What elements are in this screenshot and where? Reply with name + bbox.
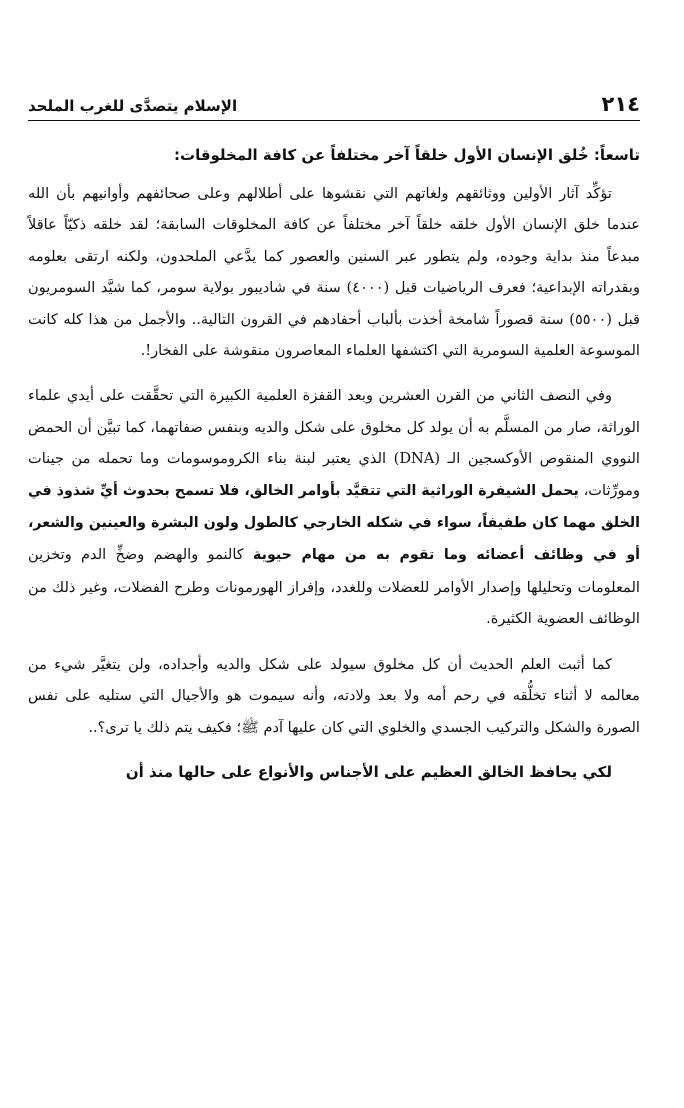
paragraph-1: تؤكِّد آثار الأولين ووثائقهم ولغاتهم التي نقشوها على أطلالهم وعلى صحائفهم وأوانيهم بأن الله عندما خلق الإنسان الأول خلقه خلقاً آخر مختلفاً عن كافة المخلوقات السابقة؛ لقد خلقه ذكيّاً عاقلاً مبدعاً منذ بداية وجوده، ولم يتطور عبر السنين والعصور كما يدَّعي الملحدون، ولكنه ارتقى بعلومه وبقدراته الإبداعية؛ فعرف الرياضيات قبل (٤٠٠٠) سنة في شاديبور بولاية سومر، كما شيَّد السومريون قبل (٥٥٠٠) سنة قصوراً شامخة أخذت بألباب أحفادهم في القرون التالية.. والأجمل من هذا كله كانت الموسوعة العلمية السومرية التي اكتشفها العلماء المعاصرون منقوشة على الفخار!. xyxy=(28,185,641,360)
page-body xyxy=(28,140,640,802)
page-number: ٢١٤ xyxy=(601,92,640,116)
running-header xyxy=(28,84,640,121)
paragraph-2-text-2: كالنمو والهضم وضخِّ الدم وتخزين المعلومات وتحليلها وإصدار الأوامر للعضلات وللغدد، وإفراز الهورمونات وطرح الفضلات، وغير ذلك من الوظائف العضوية الكثيرة. xyxy=(28,546,640,628)
paragraph-2-bold-text: يحمل الشيفرة الوراثية التي تتقيَّد بأوامر الخالق، فلا تسمح بحدوث أيِّ شذوذ في الخلق مهما كان طفيفاً، سواء في شكله الخارجي كالطول ولون البشرة والعينين والشعر، أو في وظائف أعضائه وما تقوم به من مهام حيوية xyxy=(28,482,640,564)
paragraph-2 xyxy=(28,380,640,634)
paragraph-4: لكي يحافظ الخالق العظيم على الأجناس والأنواع على حالها منذ أن xyxy=(125,762,612,781)
book-title: الإسلام يتصدَّى للغرب الملحد xyxy=(28,97,238,115)
paragraph-2-text-1: وفي النصف الثاني من القرن العشرين وبعد القفزة العلمية الكبيرة التي تحقَّقت على أيدي علماء الوراثة، صار من المسلَّم به أن يولد كل مخلوق على شكل والديه وبنفس صفاتهما، كما تبيَّن أن الحمض النووي المنقوص الأوكسجين الـ (DNA) الذي يعتبر لبنة بناء الكروموسومات وما تحمله من جينات ومورِّثات، xyxy=(28,387,641,499)
section-heading: تاسعاً: خُلق الإنسان الأول خلقاً آخر مختلفاً عن كافة المخلوقات: xyxy=(174,146,640,164)
paragraph-3: كما أثبت العلم الحديث أن كل مخلوق سيولد على شكل والديه وأجداده، ولن يتغيَّر شيء من معالمه لا أثناء تخلُّقه في رحم أمه ولا بعد ولادته، وأنه سيموت هو والأجيال التي ستليه على نفس الصورة والشكل والتركيب الجسدي والخلوي التي كان عليها آدم ﷺ؛ فكيف يتم ذلك يا ترى؟.. xyxy=(28,655,640,736)
